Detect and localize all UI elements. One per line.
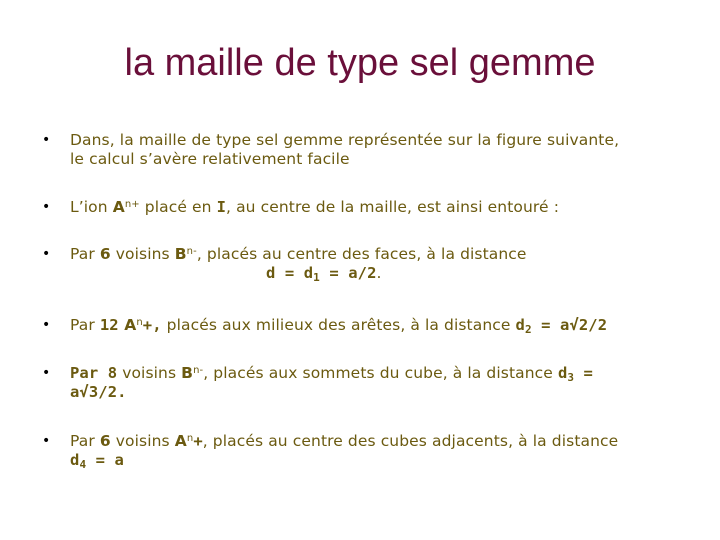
formula-part: d: [515, 316, 525, 334]
slide-title: la maille de type sel gemme: [124, 42, 596, 84]
bullet-dot-icon: •: [42, 433, 51, 449]
formula-part: =: [574, 364, 593, 382]
bullet-dot-icon: •: [42, 132, 51, 148]
ion-symbol: A: [112, 198, 125, 216]
text-span: , placés aux sommets du cube, à la distance: [203, 364, 558, 382]
ion-symbol: B: [174, 245, 187, 263]
bullet-dot-icon: •: [42, 199, 51, 215]
ion-charge: n: [136, 317, 143, 328]
bullet-text: [70, 316, 720, 335]
neighbor-count: 6: [99, 245, 111, 263]
formula-subscript: 3: [567, 371, 575, 384]
ion-charge: n-: [186, 246, 197, 257]
bullet-text: [70, 198, 720, 217]
formula-part: d = d: [266, 264, 314, 282]
bullet-dot-icon: •: [42, 246, 51, 262]
text-span: Par: [70, 432, 100, 450]
neighbor-count: 12: [99, 316, 119, 334]
ion-charge: n: [186, 433, 194, 444]
neighbor-count: 6: [99, 432, 111, 450]
formula-subscript: 4: [79, 458, 87, 471]
text-span: Par: [70, 316, 100, 334]
text-span: , placés au centre des faces, à la distance: [196, 245, 527, 263]
text-span: Par: [70, 245, 100, 263]
text-span: Par 8: [70, 364, 118, 382]
text-span: voisins: [117, 364, 182, 382]
bullet-text: [70, 131, 720, 169]
formula-part: = a/2: [319, 264, 377, 282]
bullet-text-line: Dans, la maille de type sel gemme représentée sur la figure suivante,: [70, 131, 620, 149]
text-span: , placés au centre des cubes adjacents, à la distance: [202, 432, 619, 450]
bullet-text: [70, 432, 720, 470]
ion-symbol: A: [174, 432, 187, 450]
ion-symbol: B: [181, 364, 194, 382]
distance-formula: [70, 264, 720, 283]
formula-subscript: 1: [313, 271, 320, 284]
bullet-dot-icon: •: [42, 317, 51, 333]
text-span: voisins: [110, 432, 175, 450]
formula-subscript: 2: [524, 323, 532, 336]
formula-part: d: [70, 451, 80, 469]
ion-charge: n+: [124, 199, 140, 210]
bullet-dot-icon: •: [42, 365, 51, 381]
text-span: L’ion: [70, 198, 113, 216]
bullet-text: [70, 245, 720, 283]
bullet-text: [70, 364, 720, 402]
formula-part: = a: [86, 451, 124, 469]
text-span: +: [193, 432, 203, 450]
bullet-text-line: le calcul s’avère relativement facile: [70, 150, 350, 168]
formula-part: a√3/2.: [70, 383, 127, 401]
text-span: voisins: [110, 245, 175, 263]
ion-symbol: A: [118, 316, 137, 334]
text-span: , au centre de la maille, est ainsi entouré :: [226, 198, 560, 216]
ion-charge: n-: [193, 365, 204, 376]
site-label: I: [216, 198, 227, 216]
text-span: placés aux milieux des arêtes, à la distance: [161, 316, 516, 334]
formula-part: d: [557, 364, 568, 382]
text-span: +,: [142, 316, 162, 334]
text-span: placé en: [139, 198, 217, 216]
formula-part: .: [376, 264, 382, 282]
formula-part: = a√2/2: [531, 316, 608, 334]
